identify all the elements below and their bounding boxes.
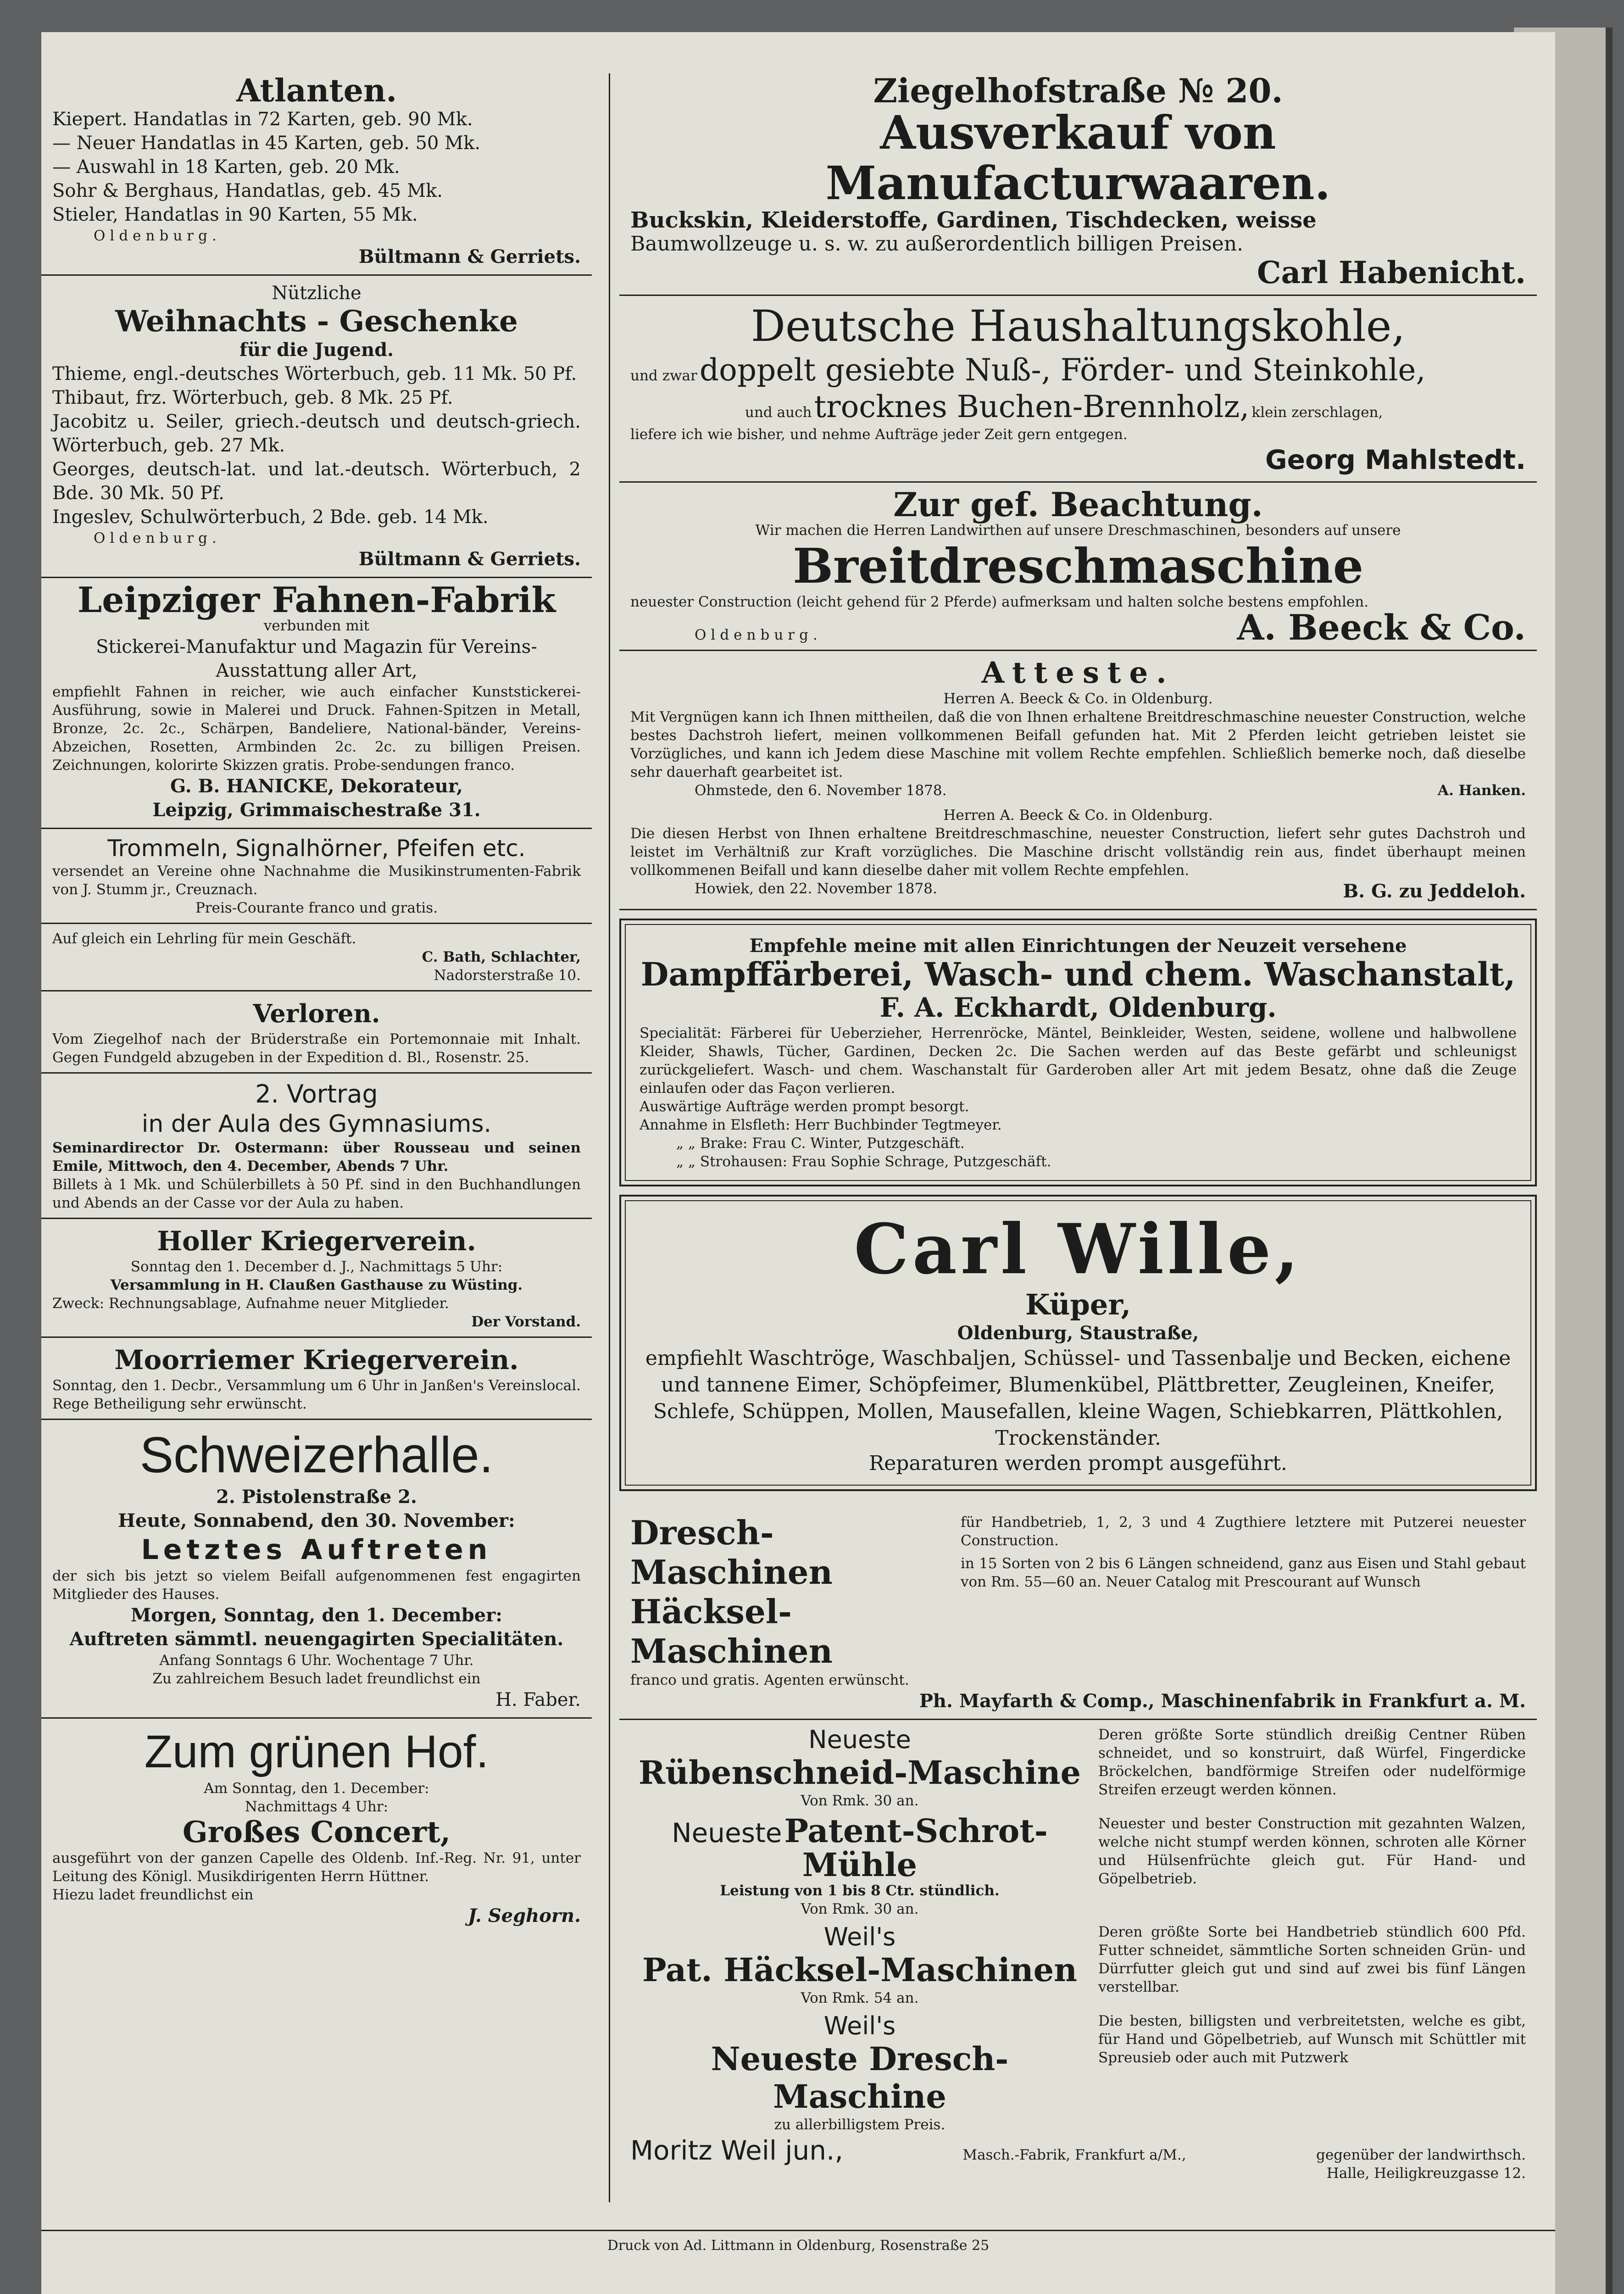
ad-atlanten — [41, 69, 592, 276]
weil-product: Rübenschneid-Maschine — [638, 1754, 1081, 1792]
wille-addr: Oldenburg, Staustraße, — [957, 1322, 1199, 1344]
schweizerhalle-sig: H. Faber. — [495, 1689, 581, 1710]
fahnen-addr: Leipzig, Grimmaischestraße 31. — [152, 799, 481, 821]
atlanten-line: Sohr & Berghaus, Handatlas, geb. 45 Mk. — [52, 180, 443, 201]
beachtung-firm: A. Beeck & Co. — [1237, 607, 1526, 648]
column-divider — [609, 73, 610, 2202]
gruener-main: Großes Concert, — [182, 1815, 451, 1849]
trommeln-title: Trommeln, Signalhörner, Pfeifen etc. — [107, 835, 526, 862]
ad-moritz-weil — [619, 1720, 1537, 2188]
eckhardt-title: Dampffärberei, Wasch- und chem. Waschanstalt, — [640, 955, 1516, 993]
atlanten-line: — Neuer Handatlas in 45 Karten, geb. 50 Mk. — [52, 133, 481, 154]
schweizerhalle-next: Morgen, Sonntag, den 1. December: — [131, 1604, 502, 1626]
ad-eckhardt — [619, 919, 1537, 1186]
schweizerhalle-body: der sich bis jetzt so vielem Beifall aufgenommenen fest engagirten Mitglieder des Hauses. — [52, 1568, 581, 1603]
eckhardt-firm: F. A. Eckhardt, Oldenburg. — [879, 992, 1277, 1023]
eckhardt-pre: Empfehle meine mit allen Einrichtungen der Neuzeit versehene — [749, 935, 1407, 957]
ad-verloren — [41, 991, 592, 1074]
trommeln-note: Preis-Courante franco und gratis. — [195, 900, 438, 916]
atlanten-line: Kiepert. Handatlas in 72 Karten, geb. 90 Mk. — [52, 109, 473, 130]
holler-sig: Der Vorstand. — [471, 1314, 581, 1330]
ad-mayfarth — [619, 1499, 1537, 1720]
verloren-title: Verloren. — [253, 999, 380, 1028]
gruener-line: Am Sonntag, den 1. December: — [204, 1780, 429, 1797]
vortrag-body: Seminardirector Dr. Ostermann: über Rousseau und seinen Emile, Mittwoch, den 4. December, Abends 7 Uhr. — [52, 1140, 581, 1175]
weil-desc: Deren größte Sorte bei Handbetrieb stündlich 600 Pfd. Futter schneidet, sämmtliche Sorten schneiden Grün- und Dürrfutter gleich gut und sind auf zwei bis fünf Längen verstellbar. — [1098, 1924, 1526, 1995]
atteste-title: Atteste. — [981, 656, 1175, 690]
eckhardt-line: Auswärtige Aufträge werden prompt besorgt. — [640, 1098, 969, 1115]
ad-holler — [41, 1219, 592, 1338]
beachtung-place: Oldenburg. — [695, 627, 822, 643]
weihnachts-sub: für die Jugend. — [239, 339, 394, 361]
ziegel-addr: Ziegelhofstraße № 20. — [873, 71, 1283, 110]
gruener-invite: Hiezu ladet freundlichst ein — [52, 1887, 254, 1903]
ad-vortrag — [41, 1074, 592, 1219]
right-column — [619, 69, 1537, 2188]
weihnachts-firm: Bültmann & Gerriets. — [358, 548, 581, 570]
moorriemer-body: Sonntag, den 1. Decbr., Versammlung um 6 Uhr in Janßen's Vereinslocal. Rege Betheiligung sehr erwünscht. — [52, 1377, 581, 1412]
ad-carl-wille — [619, 1195, 1537, 1491]
gruener-line: Nachmittags 4 Uhr: — [245, 1798, 389, 1815]
holler-line: Zweck: Rechnungsablage, Aufnahme neuer Mitglieder. — [52, 1295, 449, 1312]
eckhardt-line: „ „ Brake: Frau C. Winter, Putzgeschäft. — [676, 1135, 965, 1152]
kohle-title: Deutsche Haushaltungskohle, — [751, 301, 1406, 351]
book-spine — [1606, 28, 1613, 2294]
weil-price: Von Rmk. 30 an. — [801, 1793, 919, 1809]
ad-fahnen — [41, 578, 592, 829]
schweizerhalle-next2: Auftreten sämmtl. neuengagirten Specialitäten. — [69, 1628, 564, 1650]
fahnen-body: empfiehlt Fahnen in reicher, wie auch einfacher Kunststickerei-Ausführung, sowie in Malerei und Druck. Fahnen-Spitzen in Metall, Bronze, 2c. 2c., Schärpen, Bandeliere, National-bänder, Vereins-Abzeichen, Rosetten, Armbinden 2c. 2c. zu billigen Preisen. Zeichnungen, kolorirte Skizzen gratis. Probe-sendungen franco. — [52, 684, 581, 774]
wille-title: Carl Wille, — [854, 1209, 1302, 1290]
weihnachts-line: Ingeslev, Schulwörterbuch, 2 Bde. geb. 14 Mk. — [52, 507, 489, 528]
ziegel-line: Baumwollzeuge u. s. w. zu außerordentlich billigen Preisen. — [630, 232, 1244, 256]
mayfarth-title1: Dresch-Maschinen — [630, 1513, 833, 1592]
verloren-body: Vom Ziegelhof nach der Brüderstraße ein Portemonnaie mit Inhalt. Gegen Fundgeld abzugeben in der Expedition d. Bl., Rosenstr. 25. — [52, 1031, 581, 1066]
moorriemer-title: Moorriemer Kriegerverein. — [114, 1344, 519, 1375]
lehrling-body: Auf gleich ein Lehrling für mein Geschäft. — [52, 930, 356, 947]
weihnachts-line: Thibaut, frz. Wörterbuch, geb. 8 Mk. 25 Pf. — [52, 387, 453, 408]
atlanten-place: Oldenburg. — [94, 228, 221, 244]
left-column — [41, 69, 592, 1933]
schweizerhalle-times: Anfang Sonntags 6 Uhr. Wochentage 7 Uhr. — [159, 1652, 474, 1669]
beachtung-main: Breitdreschmaschine — [793, 538, 1363, 594]
ad-moorriemer — [41, 1338, 592, 1420]
weihnachts-line: Thieme, engl.-deutsches Wörterbuch, geb. 11 Mk. 50 Pf. — [52, 363, 577, 384]
atteste-body: Die diesen Herbst von Ihnen erhaltene Breitdreschmaschine, neuester Construction, liefert sehr gutes Dachstroh und leistet im Verhältniß zur Kraft vorzügliches. Die Maschine drischt vollständig rein aus, findet überhaupt meinen vollkommenen Beifall und kann dieselbe daher mit vollem Rechte empfehlen. — [630, 825, 1526, 879]
weil-product: Patent-Schrot-Mühle — [784, 1812, 1048, 1884]
atteste-to: Herren A. Beeck & Co. in Oldenburg. — [943, 690, 1213, 707]
weil-product: Neueste Dresch-Maschine — [711, 2040, 1009, 2116]
wille-body: empfiehlt Waschtröge, Waschbaljen, Schüssel- und Tassenbalje und Becken, eichene und tannene Eimer, Schöpfeimer, Blumenkübel, Plättbretter, Zeugleinen, Kneifer, Schlefe, Schüppen, Mollen, Mausefallen, kleine Wagen, Schiebkarren, Plättkohlen, Trockenständer. — [645, 1347, 1511, 1450]
atteste-sig: B. G. zu Jeddeloh. — [1343, 880, 1526, 902]
ziegel-firm: Carl Habenicht. — [1257, 255, 1526, 290]
holler-line: Sonntag den 1. December d. J., Nachmittags 5 Uhr: — [130, 1258, 503, 1275]
weihnachts-place: Oldenburg. — [94, 530, 221, 546]
vortrag-title2: in der Aula des Gymnasiums. — [141, 1110, 492, 1138]
weil-pre: Neueste — [672, 1817, 782, 1849]
atlanten-firm: Bültmann & Gerriets. — [358, 246, 581, 267]
mayfarth-firm: Ph. Mayfarth & Comp., Maschinenfabrik in Frankfurt a. M. — [919, 1690, 1526, 1712]
beachtung-line2: neuester Construction (leicht gehend für 2 Pferde) aufmerksam und halten solche bestens empfohlen. — [630, 594, 1369, 610]
schweizerhalle-invite: Zu zahlreichem Besuch ladet freundlichst ein — [152, 1670, 481, 1687]
lehrling-name: C. Bath, Schlachter, — [422, 949, 581, 965]
schweizerhalle-addr: 2. Pistolenstraße 2. — [216, 1486, 417, 1508]
kohle-post: klein zerschlagen, — [1251, 404, 1383, 421]
weil-desc: Neuester und bester Construction mit gezahnten Walzen, welche nicht stumpf werden können, schroten alle Körner und Hülsenfrüchte gleich gut. Für Hand- und Göpelbetrieb. — [1098, 1815, 1526, 1887]
ad-kohle — [619, 296, 1537, 483]
weil-addr: gegenüber der landwirthsch. Halle, Heiligkreuzgasse 12. — [1316, 2147, 1526, 2182]
schweizerhalle-date: Heute, Sonnabend, den 30. November: — [118, 1510, 515, 1531]
weil-firm: Moritz Weil jun., — [630, 2135, 843, 2166]
weil-desc: Deren größte Sorte stündlich dreißig Centner Rüben schneidet, und so konstruirt, daß Würfel, Fingerdicke Bröckelchen, bandförmige Streifen oder nudelförmige Streifen erzeugt werden können. — [1098, 1726, 1526, 1798]
weil-pre: Weil's — [823, 1922, 896, 1951]
weihnachts-title: Weihnachts - Geschenke — [115, 304, 518, 339]
holler-line: Versammlung in H. Claußen Gasthause zu Wüsting. — [110, 1277, 523, 1293]
eckhardt-line: „ „ Strohausen: Frau Sophie Schrage, Putzgeschäft. — [676, 1153, 1051, 1170]
weihnachts-pre: Nützliche — [272, 283, 362, 304]
ad-ziegelhof — [619, 69, 1537, 296]
ziegel-title: Ausverkauf von Manufacturwaaren. — [825, 106, 1331, 210]
kohle-line2: trocknes Buchen-Brennholz, — [814, 389, 1250, 424]
beachtung-line1: Wir machen die Herren Landwirthen auf unsere Dreschmaschinen, besonders auf unsere — [755, 522, 1401, 539]
kohle-firm: Georg Mahlstedt. — [1265, 444, 1526, 475]
ad-schweizerhalle — [41, 1420, 592, 1719]
ad-atteste — [619, 651, 1537, 910]
gruener-sig: J. Seghorn. — [468, 1905, 581, 1927]
vortrag-body2: Billets à 1 Mk. und Schülerbillets à 50 Pf. sind in den Buchhandlungen und Abends an der Casse vor der Aula zu haben. — [52, 1176, 581, 1211]
weil-desc: Die besten, billigsten und verbreitetsten, welche es gibt, für Hand und Göpelbetrieb, auf Wunsch mit Schüttler mit Spreusieb oder auch mit Putzwerk — [1098, 2013, 1526, 2066]
atteste-to: Herren A. Beeck & Co. in Oldenburg. — [943, 807, 1213, 824]
atteste-sig: A. Hanken. — [1437, 782, 1526, 799]
weil-price: Von Rmk. 54 an. — [801, 1990, 919, 2006]
kohle-pre: und auch — [745, 404, 812, 421]
schweizerhalle-main: Letztes Auftreten — [141, 1534, 492, 1566]
kohle-line1: doppelt gesiebte Nuß-, Förder- und Steinkohle, — [699, 352, 1426, 388]
mayfarth-line: franco und gratis. Agenten erwünscht. — [630, 1672, 909, 1688]
holler-title: Holler Kriegerverein. — [157, 1225, 476, 1257]
ad-weihnachts — [41, 276, 592, 578]
lehrling-addr: Nadorsterstraße 10. — [434, 967, 581, 984]
weil-firm2: Masch.-Fabrik, Frankfurt a/M., — [962, 2147, 1186, 2163]
eckhardt-line: Annahme in Elsfleth: Herr Buchbinder Tegtmeyer. — [640, 1117, 1002, 1133]
eckhardt-body: Specialität: Färberei für Ueberzieher, Herrenröcke, Mäntel, Beinkleider, Westen, seidene, wollene und halbwollene Kleider, Shawls, Tücher, Gardinen, Decken 2c. Die Sachen werden auf das Beste gefärbt und schleunigst zurückgeliefert. Wasch- und chem. Waschanstalt für Garderoben aller Art mit jedem Besatz, ohne daß die Zeuge einlaufen oder das Façon verlieren. — [640, 1025, 1517, 1097]
trommeln-body: versendet an Vereine ohne Nachnahme die Musikinstrumenten-Fabrik von J. Stumm jr., Creuznach. — [52, 863, 581, 898]
gruener-title: Zum grünen Hof. — [144, 1726, 489, 1777]
fahnen-firm: G. B. HANICKE, Dekorateur, — [170, 775, 463, 797]
weil-product: Pat. Häcksel-Maschinen — [642, 1951, 1078, 1989]
beachtung-title: Zur gef. Beachtung. — [893, 485, 1263, 524]
kohle-pre: und zwar — [630, 367, 697, 384]
weil-price: Von Rmk. 30 an. — [801, 1901, 919, 1917]
ad-gruener-hof — [41, 1719, 592, 1933]
atlanten-line: Stieler, Handatlas in 90 Karten, 55 Mk. — [52, 204, 418, 225]
weil-price: zu allerbilligstem Preis. — [774, 2116, 945, 2133]
weihnachts-line: Jacobitz u. Seiler, griech.-deutsch und deutsch-griech. Wörterbuch, geb. 27 Mk. — [52, 411, 581, 456]
weil-pre: Neueste — [808, 1725, 911, 1754]
ziegel-line: Buckskin, Kleiderstoffe, Gardinen, Tischdecken, weisse — [630, 207, 1317, 233]
gruener-body: ausgeführt von der ganzen Capelle des Oldenb. Inf.-Reg. Nr. 91, unter Leitung des Königl. Musikdirigenten Herrn Hüttner. — [52, 1850, 581, 1885]
wille-sub: Küper, — [1025, 1288, 1131, 1321]
atlanten-line: — Auswahl in 18 Karten, geb. 20 Mk. — [52, 156, 400, 178]
mayfarth-title2: Häcksel-Maschinen — [630, 1592, 833, 1670]
ad-lehrling — [41, 924, 592, 991]
atteste-date: Ohmstede, den 6. November 1878. — [695, 782, 947, 799]
newspaper-page — [41, 32, 1555, 2294]
atlanten-title: Atlanten. — [236, 72, 397, 109]
mayfarth-text1: für Handbetrieb, 1, 2, 3 und 4 Zugthiere letztere mit Putzerei neuester Construction. — [961, 1514, 1526, 1549]
fahnen-sub1: verbunden mit — [263, 618, 370, 634]
weil-sub: Leistung von 1 bis 8 Ctr. stündlich. — [720, 1882, 1000, 1899]
kohle-line3: liefere ich wie bisher, und nehme Aufträge jeder Zeit gern entgegen. — [630, 426, 1128, 443]
atteste-body: Mit Vergnügen kann ich Ihnen mittheilen, daß die von Ihnen erhaltene Breitdreschmaschine neuester Construction, welche bestes Dachstroh liefert, meinen vollkommenen Beifall gefunden hat. Mit 2 Pferden leicht getrieben leistet sie Vorzügliches, und kann ich Jedem diese Maschine mit vollem Rechte empfehlen. Schließlich bemerke noch, daß dieselbe sehr dauerhaft gearbeitet ist. — [630, 709, 1526, 780]
fahnen-title: Leipziger Fahnen-Fabrik — [77, 579, 556, 620]
ad-beachtung — [619, 483, 1537, 651]
weil-pre: Weil's — [823, 2011, 896, 2040]
fahnen-sub2: Stickerei-Manufaktur und Magazin für Vereins-Ausstattung aller Art, — [96, 636, 537, 681]
weihnachts-line: Georges, deutsch-lat. und lat.-deutsch. Wörterbuch, 2 Bde. 30 Mk. 50 Pf. — [52, 459, 581, 504]
wille-note: Reparaturen werden prompt ausgeführt. — [869, 1452, 1287, 1475]
atteste-date: Howiek, den 22. November 1878. — [695, 880, 937, 897]
printer-footer: Druck von Ad. Littmann in Oldenburg, Rosenstraße 25 — [41, 2230, 1555, 2254]
ad-trommeln — [41, 829, 592, 924]
schweizerhalle-title: Schweizerhalle. — [139, 1427, 494, 1483]
vortrag-title1: 2. Vortrag — [255, 1080, 378, 1108]
mayfarth-text2: in 15 Sorten von 2 bis 6 Längen schneidend, ganz aus Eisen und Stahl gebaut von Rm. 55—60 an. Neuer Catalog mit Prescourant auf Wunsch — [961, 1555, 1526, 1590]
